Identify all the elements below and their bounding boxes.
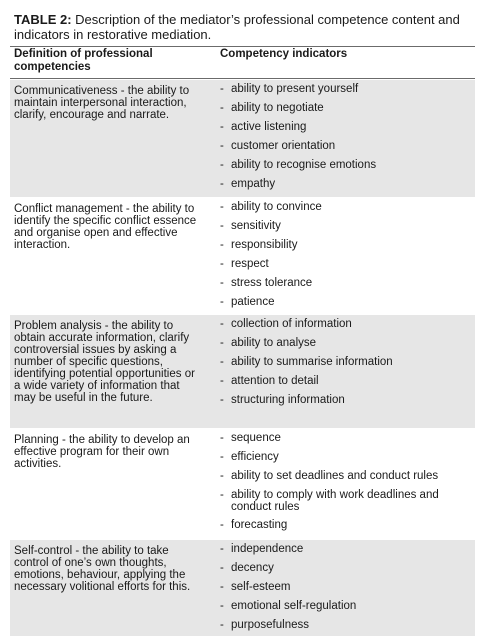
indicator-item: - stress tolerance (220, 277, 313, 289)
indicator-list (220, 318, 475, 413)
indicator-item: - responsibility (220, 239, 298, 251)
competency-definition: Problem analysis - the ability to obtain accurate information, clarify controversial issues by asking a number of specific questions, identifying potential opportunities or a wide variety of information that may be useful in the future. (14, 320, 195, 404)
indicator-item: - collection of information (220, 318, 352, 330)
indicator-item: - independence (220, 543, 304, 555)
indicator-list (220, 83, 475, 197)
indicator-item: - forecasting (220, 519, 288, 531)
table-row (10, 198, 475, 314)
indicator-item: - efficiency (220, 451, 279, 463)
indicator-item: - decency (220, 562, 274, 574)
indicator-item: - sensitivity (220, 220, 281, 232)
table-row (10, 429, 475, 539)
indicator-item: - ability to convince (220, 201, 322, 213)
indicator-item: - structuring information (220, 394, 345, 406)
indicator-item: - ability to analyse (220, 337, 317, 349)
indicator-item: - ability to comply with work deadlines and conduct rules (220, 489, 439, 513)
column-header-indicators: Competency indicators (220, 48, 348, 60)
top-rule (10, 46, 475, 47)
indicator-item: - ability to present yourself (220, 83, 359, 95)
table-row (10, 80, 475, 197)
indicator-item: - attention to detail (220, 375, 319, 387)
indicator-list (220, 432, 475, 538)
indicator-item: - patience (220, 296, 275, 308)
indicator-list (220, 201, 475, 315)
indicator-item: - ability to set deadlines and conduct rules (220, 470, 439, 482)
indicator-item: - customer orientation (220, 140, 336, 152)
competency-definition: Communicativeness - the ability to maintain interpersonal interaction, clarify, encourage and narrate. (14, 85, 190, 121)
indicator-item: - ability to negotiate (220, 102, 324, 114)
header-rule (10, 78, 475, 79)
column-header-definition: Definition of professional competencies (14, 48, 153, 73)
table-caption (14, 12, 474, 42)
indicator-item: - purposefulness (220, 619, 309, 631)
indicator-list (220, 543, 475, 638)
indicator-item: - empathy (220, 178, 276, 190)
indicator-item: - sequence (220, 432, 281, 444)
table-row (10, 540, 475, 636)
indicator-item: - active listening (220, 121, 307, 133)
indicator-item: - ability to recognise emotions (220, 159, 377, 171)
table-caption-text: Description of the mediator’s professional competence content and indicators in restorative mediation. (14, 12, 460, 42)
indicator-item: - emotional self-regulation (220, 600, 357, 612)
indicator-item: - self-esteem (220, 581, 291, 593)
competency-definition: Self-control - the ability to take control of one’s own thoughts, emotions, behaviour, applying the necessary volitional efforts for this. (14, 545, 191, 593)
competency-definition: Planning - the ability to develop an effective program for their own activities. (14, 434, 190, 470)
table-label: TABLE 2: (14, 12, 72, 27)
competency-definition: Conflict management - the ability to identify the specific conflict essence and organise open and effective interaction. (14, 203, 197, 251)
table-row (10, 315, 475, 428)
indicator-item: - respect (220, 258, 269, 270)
indicator-item: - ability to summarise information (220, 356, 393, 368)
